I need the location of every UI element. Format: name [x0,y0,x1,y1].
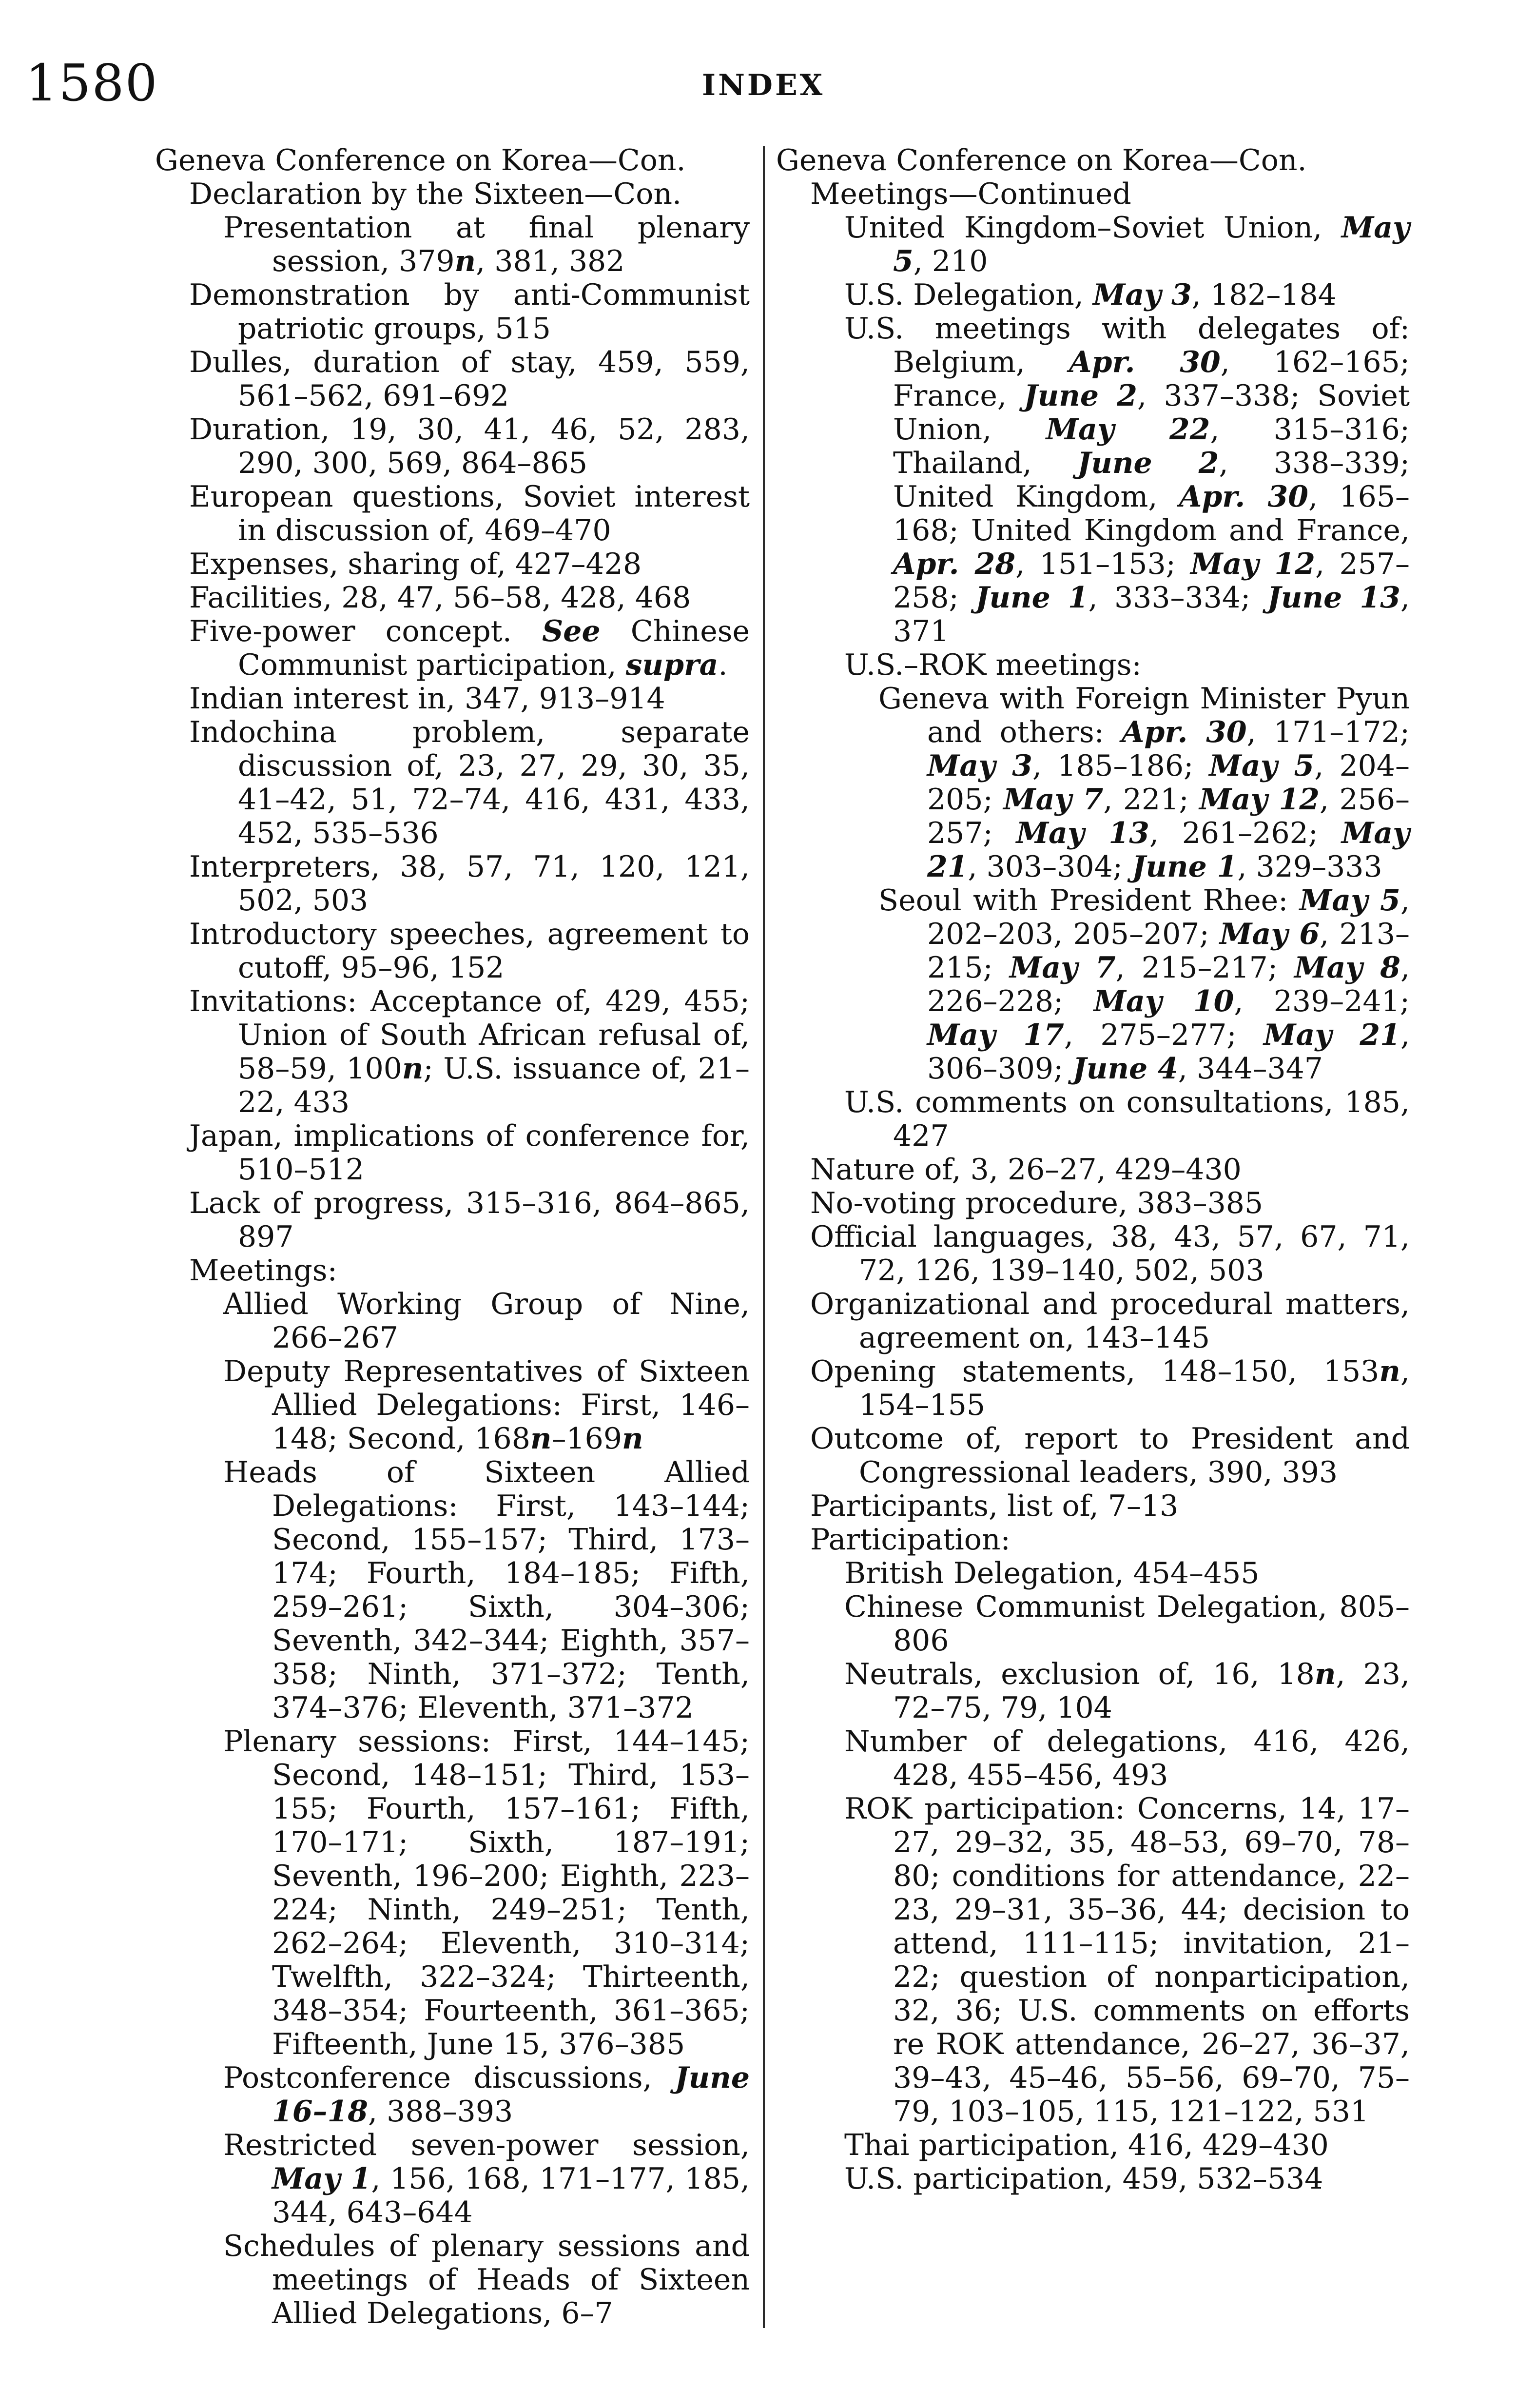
index-entry: Geneva Conference on Korea—Con. [155,143,686,177]
index-entry: U.S.–ROK meetings: [844,648,1142,682]
index-entry: Meetings: [189,1253,337,1288]
running-head: INDEX [702,68,825,102]
index-column-right [776,144,1410,2196]
index-entry: Opening statements, 148–150, 153n, 154–155 [810,1354,1410,1422]
index-entry: Nature of, 3, 26–27, 429–430 [810,1153,1242,1187]
index-entry: Organizational and procedural matters, agreement on, 143–145 [810,1287,1410,1355]
index-entry: Neutrals, exclusion of, 16, 18n, 23, 72–75, 79, 104 [844,1657,1410,1725]
index-entry: Deputy Representatives of Sixteen Allied Delegations: First, 146–148; Second, 168n–169n [223,1354,750,1456]
index-entry: Declaration by the Sixteen—Con. [189,177,682,211]
index-entry: Outcome of, report to President and Congressional leaders, 390, 393 [810,1422,1410,1489]
index-entry: Japan, implications of conference for, 510–512 [189,1119,750,1187]
index-entry: U.S. Delegation, May 3, 182–184 [844,278,1337,312]
index-entry: Duration, 19, 30, 41, 46, 52, 283, 290, 300, 569, 864–865 [189,412,750,480]
index-entry: U.S. meetings with delegates of: Belgium, Apr. 30, 162–165; France, June 2, 337–338; Soviet Union, May 22, 315–316; Thailand, June 2, 338–339; United Kingdom, Apr. 30, 165–168; United Kingdom and France, Apr. 28, 151–153; May 12, 257–258; June 1, 333–334; June 13, 371 [844,312,1410,648]
index-column-left [155,144,750,2330]
index-entry: Plenary sessions: First, 144–145; Second, 148–151; Third, 153–155; Fourth, 157–161; Fifth, 170–171; Sixth, 187–191; Seventh, 196–200; Eighth, 223–224; Ninth, 249–251; Tenth, 262–264; Eleventh, 310–314; Twelfth, 322–324; Thirteenth, 348–354; Fourteenth, 361–365; Fifteenth, June 15, 376–385 [223,1724,750,2061]
index-entry: Dulles, duration of stay, 459, 559, 561–562, 691–692 [189,345,750,413]
index-entry: Participation: [810,1523,1011,1557]
index-entry: Restricted seven-power session, May 1, 156, 168, 171–177, 185, 344, 643–644 [223,2128,750,2230]
index-entry: Interpreters, 38, 57, 71, 120, 121, 502, 503 [189,850,750,918]
index-entry: Demonstration by anti-Communist patriotic groups, 515 [189,278,750,346]
index-entry: Number of delegations, 416, 426, 428, 455–456, 493 [844,1724,1410,1792]
index-entry: No-voting procedure, 383–385 [810,1186,1264,1220]
index-entry: Geneva Conference on Korea—Con. [776,143,1307,177]
index-entry: United Kingdom–Soviet Union, May 5, 210 [844,211,1410,278]
index-entry: Five-power concept. See Chinese Communist participation, supra. [189,614,750,682]
index-entry: Facilities, 28, 47, 56–58, 428, 468 [189,581,691,615]
index-entry: Lack of progress, 315–316, 864–865, 897 [189,1186,750,1254]
index-entry: European questions, Soviet interest in discussion of, 469–470 [189,480,750,548]
index-entry: British Delegation, 454–455 [844,1556,1260,1590]
column-divider [763,146,765,2328]
index-entry: Expenses, sharing of, 427–428 [189,547,642,581]
index-entry: Invitations: Acceptance of, 429, 455; Union of South African refusal of, 58–59, 100n; U.S. issuance of, 21–22, 433 [189,984,750,1119]
index-entry: Schedules of plenary sessions and meetings of Heads of Sixteen Allied Delegations, 6–7 [223,2229,750,2330]
index-entry: Official languages, 38, 43, 57, 67, 71, 72, 126, 139–140, 502, 503 [810,1220,1410,1288]
index-entry: Presentation at final plenary session, 379n, 381, 382 [223,211,750,278]
index-entry: Postconference discussions, June 16–18, 388–393 [223,2061,750,2129]
index-entry: U.S. comments on consultations, 185, 427 [844,1085,1410,1153]
index-entry: U.S. participation, 459, 532–534 [844,2162,1323,2196]
index-entry: Heads of Sixteen Allied Delegations: First, 143–144; Second, 155–157; Third, 173–174; Fourth, 184–185; Fifth, 259–261; Sixth, 304–306; Seventh, 342–344; Eighth, 357–358; Ninth, 371–372; Tenth, 374–376; Eleventh, 371–372 [223,1455,750,1725]
index-entry: Indian interest in, 347, 913–914 [189,682,665,716]
page-number: 1580 [25,53,158,113]
index-entry: Thai participation, 416, 429–430 [844,2128,1329,2162]
index-entry: Allied Working Group of Nine, 266–267 [223,1287,750,1355]
index-entry: Introductory speeches, agreement to cutoff, 95–96, 152 [189,917,750,985]
index-entry: Chinese Communist Delegation, 805–806 [844,1590,1410,1658]
index-entry: Seoul with President Rhee: May 5, 202–203, 205–207; May 6, 213–215; May 7, 215–217; May 8, 226–228; May 10, 239–241; May 17, 275–277; May 21, 306–309; June 4, 344–347 [878,883,1410,1086]
index-entry: Indochina problem, separate discussion of, 23, 27, 29, 30, 35, 41–42, 51, 72–74, 416, 431, 433, 452, 535–536 [189,715,750,850]
index-entry: Meetings—Continued [810,177,1131,211]
index-entry: ROK participation: Concerns, 14, 17–27, 29–32, 35, 48–53, 69–70, 78–80; conditions for attendance, 22–23, 29–31, 35–36, 44; decision to attend, 111–115; invitation, 21–22; question of nonparticipation, 32, 36; U.S. comments on efforts re ROK attendance, 26–27, 36–37, 39–43, 45–46, 55–56, 69–70, 75–79, 103–105, 115, 121–122, 531 [844,1792,1410,2129]
index-entry: Geneva with Foreign Minister Pyun and others: Apr. 30, 171–172; May 3, 185–186; May 5, 204–205; May 7, 221; May 12, 256–257; May 13, 261–262; May 21, 303–304; June 1, 329–333 [878,682,1410,884]
index-entry: Participants, list of, 7–13 [810,1489,1179,1523]
